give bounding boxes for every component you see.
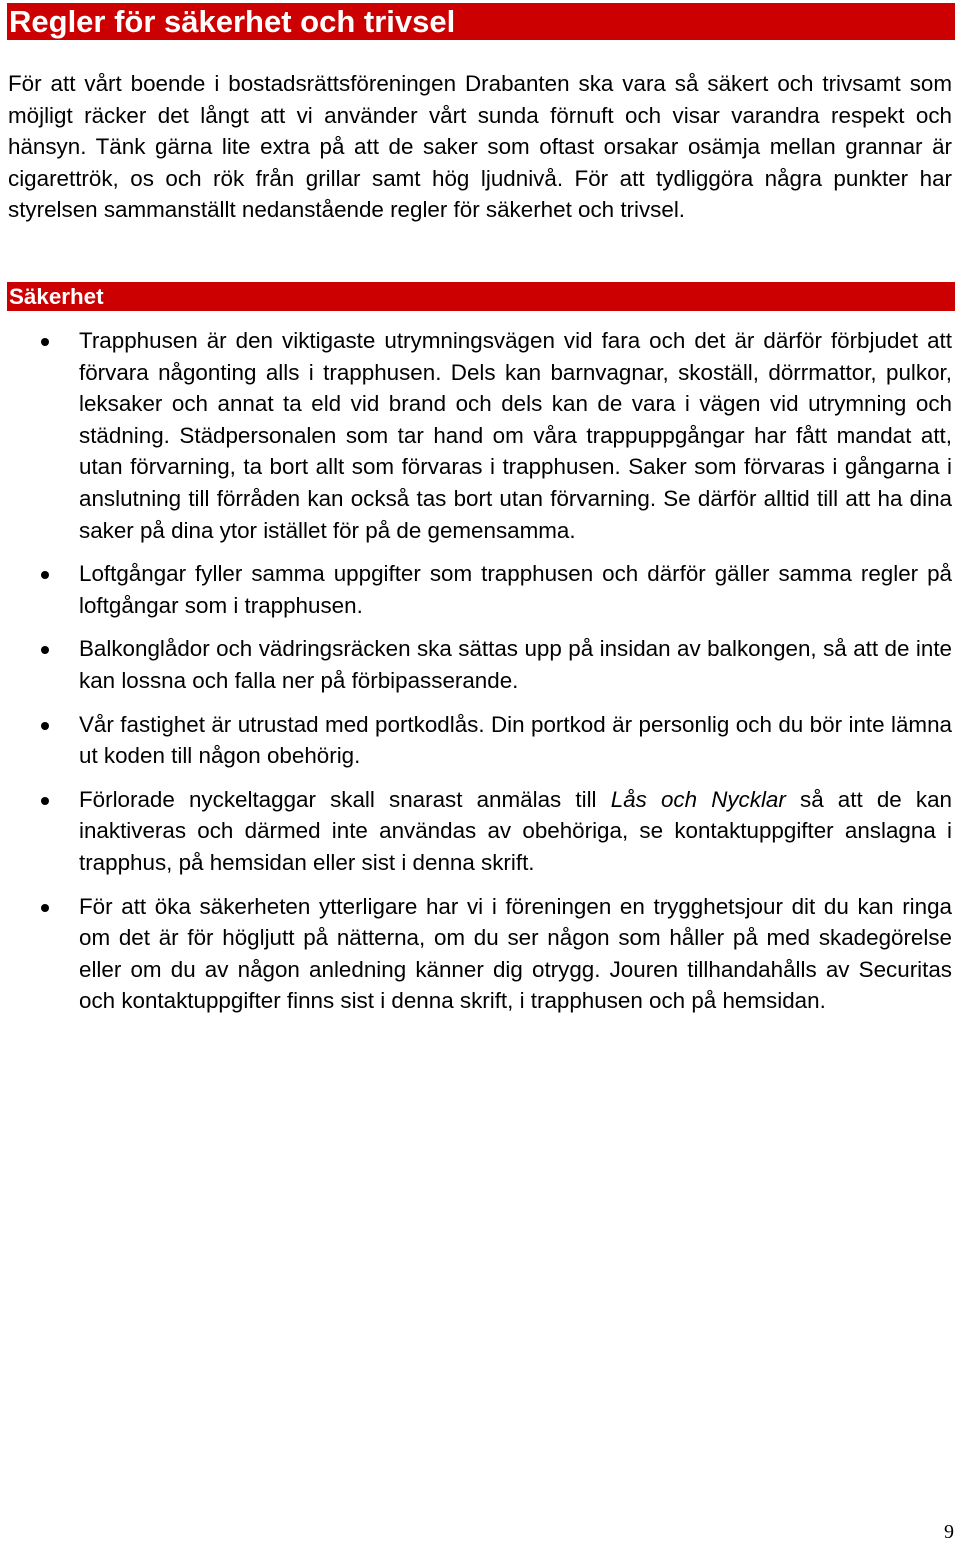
bullet-icon <box>41 338 49 346</box>
list-item-door-code <box>0 709 960 772</box>
bullet-icon <box>41 904 49 912</box>
list-item-text: Vår fastighet är utrustad med portkodlås. Din portkod är personlig och du bör inte lämna ut koden till någon obehörig. <box>79 711 952 769</box>
list-item-balcony-boxes <box>0 633 960 696</box>
list-item-text-before: Förlorade nyckeltaggar skall snarast anmälas till <box>79 786 611 812</box>
bullet-icon <box>41 797 49 805</box>
security-rules-list <box>0 325 960 1029</box>
bullet-icon <box>41 646 49 654</box>
locks-and-keys-name: Lås och Nycklar <box>610 786 786 812</box>
list-item-text: Trapphusen är den viktigaste utrymningsvägen vid fara och det är därför förbjudet att förvara någonting alls i trapphusen. Dels kan barnvagnar, skoställ, dörrmattor, pulkor, leksaker och annat ta eld vid brand och dels kan de vara i vägen vid utrymning och städning. Städpersonalen som tar hand om våra trappuppgångar har fått mandat att, utan förvarning, ta bort allt som förvaras i trapphusen. Saker som förvaras i gångarna i anslutning till förråden kan också tas bort utan förvarning. Se därför alltid till att ha dina saker på dina ytor istället för på de gemensamma. <box>79 328 952 543</box>
list-item-text: För att öka säkerheten ytterligare har vi i föreningen en trygghetsjour dit du kan ringa om det är för högljutt på nätterna, om du ser någon som håller på med skadegörelse eller om du av någon anledning känner dig otrygg. Jouren tillhandahålls av Securitas och kontaktuppgifter finns sist i denna skrift, i trapphusen och på hemsidan. <box>79 893 952 1014</box>
page-number: 9 <box>944 1521 954 1543</box>
intro-paragraph: För att vårt boende i bostadsrättsföreningen Drabanten ska vara så säkert och trivsamt som möjligt räcker det långt att vi använder vårt sunda förnuft och visar varandra respekt och hänsyn. Tänk gärna lite extra på att de saker som oftast orsakar osämja mellan grannar är cigarettrök, os och rök från grillar samt hög ljudnivå. För att tydliggöra några punkter har styrelsen sammanställt nedanstående regler för säkerhet och trivsel. <box>8 71 952 223</box>
bullet-icon <box>41 722 49 730</box>
bullet-icon <box>41 571 49 579</box>
list-item-text: Balkonglådor och vädringsräcken ska sättas upp på insidan av balkongen, så att de inte kan lossna och falla ner på förbipasserande. <box>79 636 952 693</box>
page-title: Regler för säkerhet och trivsel <box>7 3 955 40</box>
list-item-text: Loftgångar fyller samma uppgifter som trapphusen och därför gäller samma regler på loftgångar som i trapphusen. <box>79 561 952 618</box>
list-item-lost-key-tags <box>0 784 960 879</box>
list-item-security-watch <box>0 891 960 1017</box>
list-item-text-after: så att de kan inaktiveras och därmed inte användas av obehöriga, se kontaktuppgifter anslagna i trapphus, på hemsidan eller sist i denna skrift. <box>79 786 952 875</box>
list-item-loft-corridors <box>0 558 960 621</box>
section-heading-sakerhet: Säkerhet <box>7 282 955 311</box>
list-item-stairwells <box>0 325 960 546</box>
